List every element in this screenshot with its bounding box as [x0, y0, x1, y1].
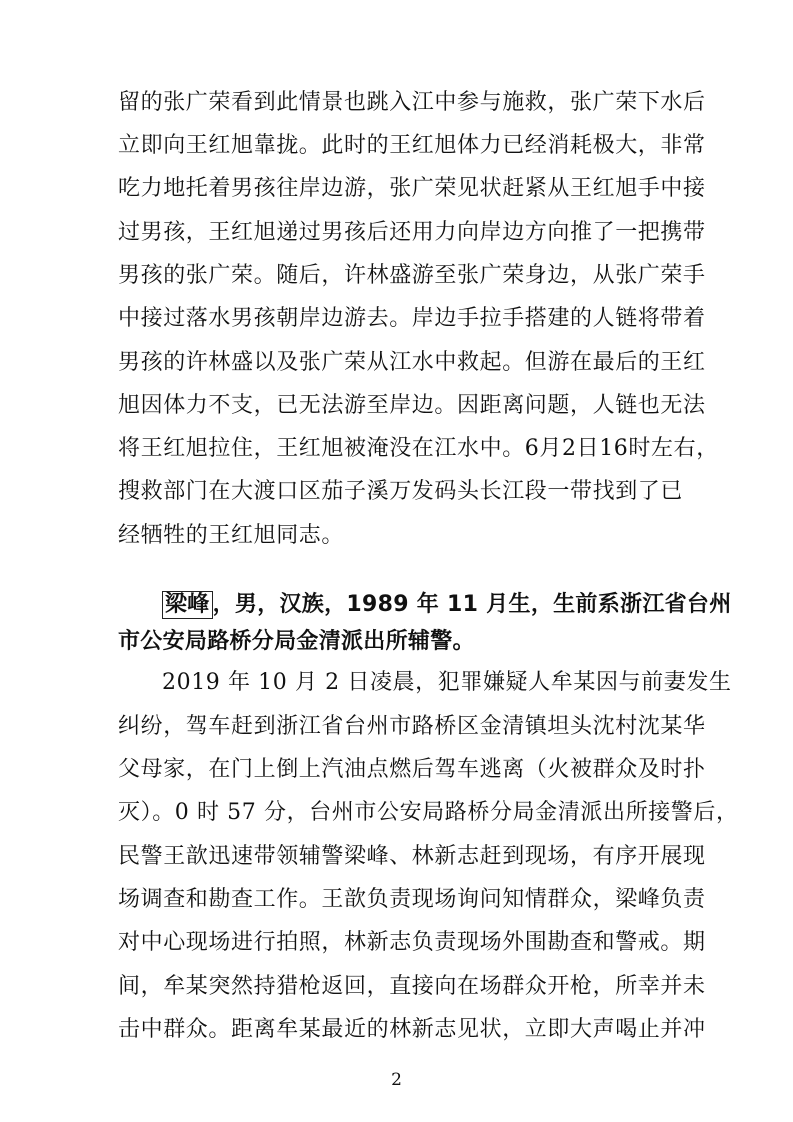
paragraph-2-line-8: 间，牟某突然持猎枪返回，直接向在场群众开枪，所幸并未: [118, 974, 706, 999]
page-number: 2: [391, 1070, 402, 1090]
profile-heading-line-2: 市公安局路桥分局金清派出所辅警。: [118, 629, 475, 654]
paragraph-2-line-5: 民警王歆迅速带领辅警梁峰、林新志赶到现场，有序开展现: [118, 844, 706, 869]
paragraph-1-line-6: 中接过落水男孩朝岸边游去。岸边手拉手搭建的人链将带着: [118, 306, 706, 331]
paragraph-1-line-10: 搜救部门在大渡口区茄子溪万发码头长江段一带找到了已: [118, 479, 684, 504]
profile-heading-line-1: [162, 591, 732, 619]
profile-heading-rest: ，男，汉族，1989 年 11 月生，生前系浙江省台州: [212, 592, 732, 617]
paragraph-1-line-3: 吃力地托着男孩往岸边游，张广荣见状赶紧从王红旭手中接: [118, 176, 706, 201]
paragraph-2-line-7: 对中心现场进行拍照，林新志负责现场外围勘查和警戒。期: [118, 930, 706, 955]
paragraph-1-line-11: 经牺牲的王红旭同志。: [118, 523, 345, 548]
paragraph-2-line-6: 场调查和勘查工作。王歆负责现场询问知情群众，梁峰负责: [118, 887, 706, 912]
paragraph-1-line-1: 留的张广荣看到此情景也跳入江中参与施救，张广荣下水后: [118, 90, 706, 115]
paragraph-2-line-2: 纠纷，驾车赶到浙江省台州市路桥区金清镇坦头沈村沈某华: [118, 714, 706, 739]
paragraph-2-line-4: 灭）。0 时 57 分，台州市公安局路桥分局金清派出所接警后，: [118, 800, 739, 825]
paragraph-2-line-9: 击中群众。距离牟某最近的林新志见状，立即大声喝止并冲: [118, 1017, 706, 1042]
paragraph-1-line-2: 立即向王红旭靠拢。此时的王红旭体力已经消耗极大，非常: [118, 133, 706, 158]
paragraph-1-line-5: 男孩的张广荣。随后，许林盛游至张广荣身边，从张广荣手: [118, 263, 706, 288]
person-name: 梁峰: [162, 591, 213, 619]
paragraph-1-line-9: 将王红旭拉住，王红旭被淹没在江水中。6月2日16时左右，: [118, 436, 719, 461]
paragraph-1-line-7: 男孩的许林盛以及张广荣从江水中救起。但游在最后的王红: [118, 350, 706, 375]
paragraph-2-line-3: 父母家，在门上倒上汽油点燃后驾车逃离（火被群众及时扑: [118, 757, 706, 782]
paragraph-1-line-4: 过男孩，王红旭递过男孩后还用力向岸边方向推了一把携带: [118, 220, 706, 245]
paragraph-2-line-1: 2019 年 10 月 2 日凌晨，犯罪嫌疑人牟某因与前妻发生: [162, 670, 732, 695]
paragraph-1-line-8: 旭因体力不支，已无法游至岸边。因距离问题，人链也无法: [118, 393, 706, 418]
